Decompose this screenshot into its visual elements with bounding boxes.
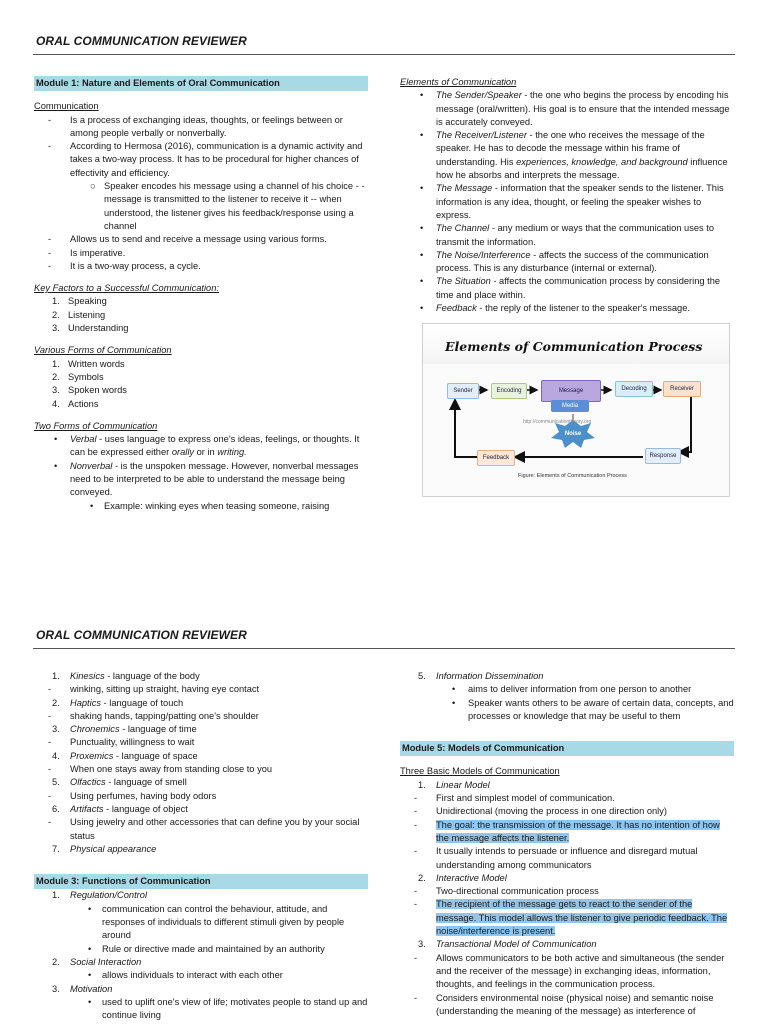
response-box: Response [645,448,681,464]
list-item: 5. Olfactics - language of smell [52,777,187,788]
communication-heading: Communication [34,101,99,112]
diagram-url: http://communicationtheory.org [523,419,592,426]
forms-heading: Various Forms of Communication [34,345,172,356]
feedback-box: Feedback [477,450,515,466]
list-item: 5. Information Dissemination [418,671,544,681]
module5-heading: Module 5: Models of Communication [400,741,734,756]
list-item: - shaking hands, tapping/patting one's shoulder [48,710,259,721]
list-item: - First and simplest model of communication. [414,793,615,804]
diagram-title: Elements of Communication Process [445,339,703,355]
list-item: - Considers environmental noise (physical noise) and semantic noise (understanding the meaning of the message) as interference of [414,992,714,1016]
page2-right-column [400,670,734,1018]
list-item: • Nonverbal - is the unspoken message. However, nonverbal messages need to be interpreted to be able to understand the message being conveyed. [54,460,359,498]
page1-left-column [34,76,368,540]
list-item: 4. Actions [52,398,99,409]
list-item: 1. Kinesics - language of the body [52,671,200,681]
media-box: Media [551,400,589,412]
elements-heading: Elements of Communication [400,77,517,87]
diagram-caption: Figure: Elements of Communication Process [518,473,627,480]
list-item: - According to Hermosa (2016), communication is a dynamic activity and takes a two-way process. It has to be procedural for higher chances of effectivity and efficiency. [48,141,363,178]
list-item: 1. Written words [52,358,125,369]
list-item: 3. Understanding [52,323,129,334]
list-item: - Is imperative. [48,247,126,258]
list-item: - Allows us to send and receive a message using various forms. [48,234,327,245]
list-item: - winking, sitting up straight, having eye contact [48,684,260,695]
list-item: - When one stays away from standing close to you [48,764,273,775]
list-item: • The Message - information that the speaker sends to the listener. This information is any idea, thought, or feeling the speaker wishes to express. [420,183,724,220]
list-item: 2. Listening [52,309,106,320]
list-item: 2. Interactive Model [418,872,507,883]
list-item: • allows individuals to interact with each other [88,970,283,981]
encoding-box: Encoding [491,383,527,399]
list-item: - It is a two-way process, a cycle. [48,260,201,271]
list-item: • Rule or directive made and maintained by an authority [88,943,325,954]
list-item: • The Receiver/Listener - the one who receives the message of the speaker. He has to decode the message within his frame of understanding. His experiences, knowledge, and background influence how he absorbs and interprets the message. [420,130,728,181]
page-gap [0,512,768,594]
list-item: • Feedback - the reply of the listener to the speaker's message. [420,303,690,314]
list-item: 3. Chronemics - language of time [52,724,197,735]
list-item: - Punctuality, willingness to wait [48,737,195,748]
list-item: 3. Transactional Model of Communication [418,939,597,950]
receiver-box: Receiver [663,381,701,397]
list-item: 1. Linear Model [418,779,490,790]
list-item: - The recipient of the message gets to react to the sender of the message. This model allows the listener to give periodic feedback. The noise/interference is present. [414,899,728,937]
list-item: • The Noise/Interference - affects the success of the communication process. This is any disturbance (internal or external). [420,249,709,274]
decoding-box: Decoding [615,381,653,397]
highlighted-text: The goal: the transmission of the message. It has no intention of how the message affects the listener. [436,819,720,843]
list-item: • Verbal - uses language to express one's ideas, feelings, or thoughts. It can be expressed either orally or in writing. [54,434,360,458]
list-item: - It usually intends to persuade or influence and disregard mutual understanding among communicators [414,846,698,870]
message-box: Message [541,380,601,402]
list-item: 3. Spoken words [52,385,127,396]
list-item: - Using perfumes, having body odors [48,790,217,801]
list-item: 2. Symbols [52,371,104,382]
page2-left-column [34,670,368,1022]
list-item: 3. Motivation [52,983,113,994]
page1-right-column [400,76,734,548]
list-item: ○ Speaker encodes his message using a channel of his choice - - message is transmitted to the listener to receive it -- when understood, the listener gives his feedback/response using a channel [90,181,365,231]
list-item: 2. Social Interaction [52,956,142,967]
list-item: 1. Speaking [52,296,107,307]
list-item: 7. Physical appearance [52,843,157,854]
noise-label: Noise [564,431,582,438]
three-models-heading: Three Basic Models of Communication [400,766,560,777]
list-item: - Using jewelry and other accessories that can define you by your social status [48,817,360,841]
list-item: - Unidirectional (moving the process in one direction only) [414,806,667,817]
list-item: • aims to deliver information from one person to another [452,684,692,695]
list-item: - Two-directional communication process [414,886,599,897]
list-item: • Example: winking eyes when teasing someone, raising [90,500,330,511]
page-header-title: ORAL COMMUNICATION REVIEWER [36,628,247,642]
list-item: • used to uplift one's view of life; motivates people to stand up and continue living [88,996,368,1021]
list-item: - Is a process of exchanging ideas, thoughts, or feelings between or among people verbally or nonverbally. [48,114,343,138]
list-item: 6. Artifacts - language of object [52,803,188,814]
list-item: - Allows communicators to be both active and simultaneous (the sender and the receiver of the message) in exchanging ideas, information, thoughts, and feelings in the communication process. [414,952,725,990]
list-item: 1. Regulation/Control [52,890,148,901]
sender-box: Sender [447,383,479,399]
list-item: • The Channel - any medium or ways that the communication uses to transmit the information. [420,223,715,247]
list-item: • The Sender/Speaker - the one who begins the process by encoding his message (oral/written). His goal is to ensure that the intended message is accurately conveyed. [420,90,730,127]
module1-heading: Module 1: Nature and Elements of Oral Communication [34,76,368,91]
list-item: 4. Proxemics - language of space [52,750,198,761]
header-rule [33,54,735,55]
page-two [0,594,768,1024]
communication-process-diagram [422,323,730,497]
header-rule [33,648,735,649]
list-item: • Speaker wants others to be aware of certain data, concepts, and processes or knowledge that may be useful to them [452,697,734,721]
list-item: - The goal: the transmission of the message. It has no intention of how the message affects the listener. [414,819,720,843]
key-factors-heading: Key Factors to a Successful Communication: [34,283,219,294]
page-header-title: ORAL COMMUNICATION REVIEWER [36,34,247,48]
module3-heading: Module 3: Functions of Communication [34,874,368,889]
highlighted-text: The recipient of the message gets to react to the sender of the message. This model allows the listener to give periodic feedback. The noise/interference is present. [436,899,728,937]
two-forms-heading: Two Forms of Communication [34,420,158,431]
list-item: • The Situation - affects the communication process by considering the time and place within. [420,276,721,300]
list-item: • communication can control the behaviour, attitude, and responses of individuals to different stimuli given by people around [88,903,345,941]
list-item: 2. Haptics - language of touch [52,697,184,708]
